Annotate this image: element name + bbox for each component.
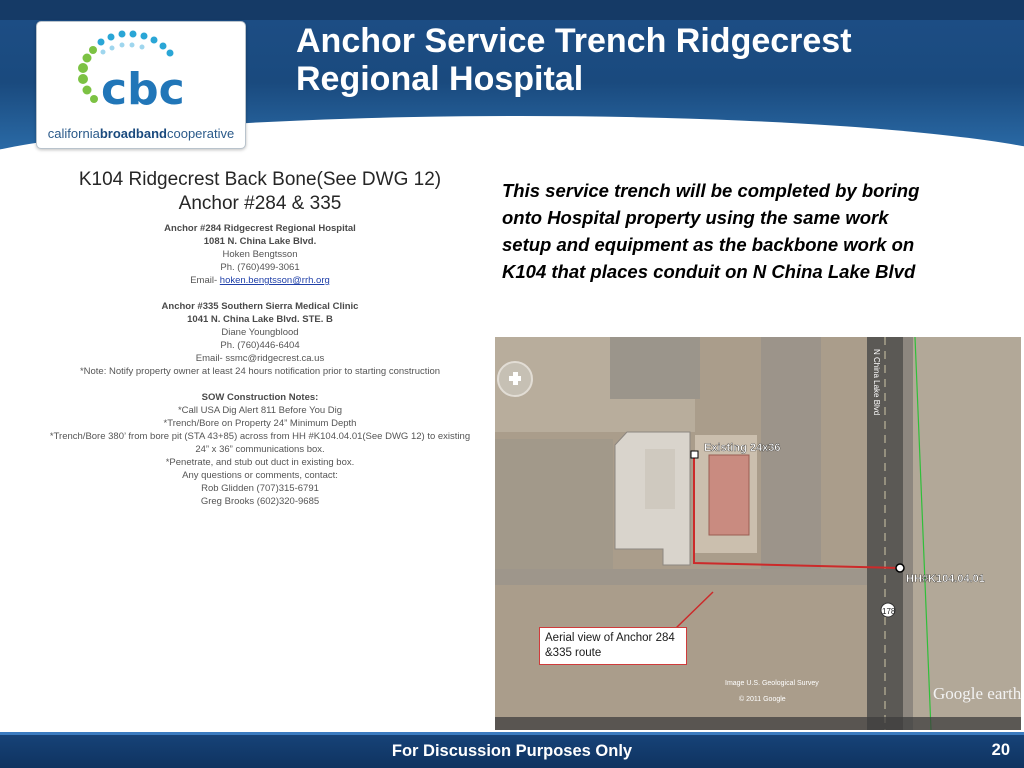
aerial-callout: Aerial view of Anchor 284 &335 route [539, 627, 687, 665]
logo-wordmark: californiabroadbandcooperative [47, 126, 235, 141]
sow-line: 24” x 36” communications box. [195, 444, 325, 455]
hospital-roof-unit [645, 449, 675, 509]
anchor-335-address: 1041 N. China Lake Blvd. STE. B [187, 314, 333, 325]
anchor-335-contact: Diane Youngblood [221, 327, 299, 338]
construction-notes [30, 168, 490, 508]
notes-heading-1: K104 Ridgecrest Back Bone(See DWG 12) [78, 169, 442, 190]
anchor-284-email-label: Email- [190, 275, 218, 286]
map-label-handhole: HH#K104.04.01 [906, 573, 985, 585]
logo-monogram: cbc [101, 64, 185, 115]
route-description: This service trench will be completed by boring onto Hospital property using the same work setup and equipment as the backbone work on K104 that places conduit on N China Lake Blvd [502, 180, 920, 282]
page-number: 20 [991, 741, 1010, 759]
handhole-marker-icon [896, 564, 904, 572]
anchor-284-email-line [30, 274, 490, 287]
notes-heading-2: Anchor #284 & 335 [178, 193, 342, 214]
aerial-map [495, 337, 1021, 730]
map-credit: Image U.S. Geological Survey [725, 680, 819, 687]
sow-line: *Penetrate, and stub out duct in existing box. [165, 457, 355, 468]
map-label-existing-box: Existing 24x36 [704, 442, 781, 454]
sow-line: Any questions or comments, contact: [182, 470, 338, 481]
cbc-logo-icon [37, 22, 245, 126]
sow-block [30, 391, 490, 508]
helipad-cross-v [513, 372, 518, 385]
anchor-284-address: 1081 N. China Lake Blvd. [203, 236, 317, 247]
parking-east [761, 337, 821, 572]
map-label-street: N China Lake Blvd [872, 349, 881, 416]
sow-line: Rob Glidden (707)315-6791 [201, 483, 319, 494]
google-earth-watermark: Google earth [933, 684, 1021, 703]
side-road [495, 569, 875, 585]
sow-line: Greg Brooks (602)320-9685 [200, 496, 320, 507]
box-marker-icon [691, 451, 698, 458]
anchor-335-phone: Ph. (760)446-6404 [220, 340, 300, 351]
footer-disclaimer: For Discussion Purposes Only [391, 742, 633, 760]
sow-line: *Trench/Bore on Property 24” Minimum Depth [163, 418, 357, 429]
sow-line: *Trench/Bore 380’ from bore pit (STA 43+85) across from HH #K104.04.01(See DWG 12) to existing [49, 431, 471, 442]
shoulder [903, 337, 913, 730]
company-logo [36, 21, 246, 149]
sow-line: *Call USA Dig Alert 811 Before You Dig [177, 405, 343, 416]
header-top-band [0, 0, 1024, 20]
anchor-284-email-link[interactable]: hoken.bengtsson@rrh.org [219, 275, 330, 286]
anchor-335-email: Email- ssmc@ridgecrest.ca.us [195, 353, 325, 364]
sow-title: SOW Construction Notes: [201, 392, 319, 403]
anchor-335-name: Anchor #335 Southern Sierra Medical Clinic [161, 301, 359, 312]
anchor-335-block [30, 300, 490, 378]
notification-note: *Note: Notify property owner at least 24 hours notification prior to starting construction [79, 366, 441, 377]
slide-title: Anchor Service Trench Ridgecrest Regional Hospital [296, 22, 852, 98]
footer-top-line [0, 732, 1024, 735]
map-label-route: 178 [882, 607, 896, 616]
anchor-284-phone: Ph. (760)499-3061 [220, 262, 300, 273]
map-status-bar [495, 717, 1021, 730]
anchor-284-name: Anchor #284 Ridgecrest Regional Hospital [164, 223, 356, 234]
map-copyright: © 2011 Google [739, 696, 786, 703]
lot-west [495, 439, 613, 569]
footer-bar [0, 732, 1024, 768]
building-north [610, 337, 700, 399]
anchor-284-block [30, 222, 490, 287]
anchor-284-contact: Hoken Bengtsson [222, 249, 298, 260]
aerial-map-image [495, 337, 1021, 730]
clinic-building [709, 455, 749, 535]
